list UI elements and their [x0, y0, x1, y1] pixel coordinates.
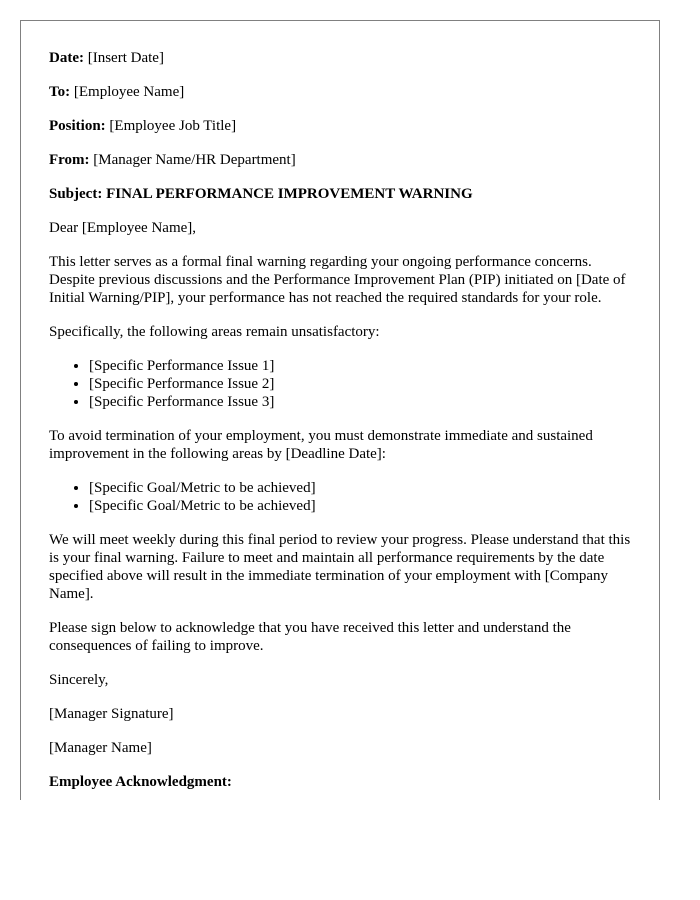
- date-value: [Insert Date]: [87, 50, 164, 66]
- from-value: [Manager Name/HR Department]: [93, 152, 296, 168]
- date-line: [49, 49, 631, 67]
- issues-lead-paragraph: Specifically, the following areas remain unsatisfactory:: [49, 324, 380, 340]
- list-item: • [Specific Performance Issue 2]: [89, 375, 631, 393]
- goals-lead-paragraph: To avoid termination of your employment, you must demonstrate immediate and sustained improvement in the following areas by [Deadline Date]:: [49, 428, 593, 462]
- meeting-paragraph: We will meet weekly during this final period to review your progress. Please understand that this is your final warning. Failure to meet and maintain all performance requirements by the date specified above will result in the immediate termination of your employment with [Company Name].: [49, 532, 631, 602]
- subject-label: Subject:: [49, 186, 103, 202]
- goals-list: [49, 479, 631, 515]
- list-item: • [Specific Performance Issue 1]: [89, 357, 631, 375]
- subject-value: FINAL PERFORMANCE IMPROVEMENT WARNING: [106, 186, 473, 202]
- position-value: [Employee Job Title]: [109, 118, 237, 134]
- to-label: To:: [49, 84, 71, 100]
- to-line: [49, 83, 631, 101]
- issues-list: [49, 357, 631, 411]
- to-value: [Employee Name]: [73, 84, 185, 100]
- position-line: [49, 117, 631, 135]
- employee-acknowledgment-label: Employee Acknowledgment:: [49, 774, 232, 790]
- from-line: [49, 151, 631, 169]
- employee-acknowledgment-heading: [49, 773, 631, 791]
- from-label: From:: [49, 152, 90, 168]
- sign-off: Sincerely,: [49, 672, 109, 688]
- greeting: Dear [Employee Name],: [49, 220, 197, 236]
- letter-content: [21, 21, 659, 791]
- letter-page: [20, 20, 660, 800]
- list-item: • [Specific Goal/Metric to be achieved]: [89, 479, 631, 497]
- position-label: Position:: [49, 118, 106, 134]
- intro-paragraph: This letter serves as a formal final warning regarding your ongoing performance concerns. Despite previous discussions and the Performance Improvement Plan (PIP) initiated on [Date of Initial Warning/PIP], your performance has not reached the required standards for your role.: [49, 254, 626, 306]
- subject-line: [49, 185, 631, 203]
- date-label: Date:: [49, 50, 84, 66]
- acknowledge-paragraph: Please sign below to acknowledge that you have received this letter and understand the consequences of failing to improve.: [49, 620, 571, 654]
- manager-signature: [Manager Signature]: [49, 706, 174, 722]
- manager-name: [Manager Name]: [49, 740, 152, 756]
- list-item: • [Specific Performance Issue 3]: [89, 393, 631, 411]
- list-item: • [Specific Goal/Metric to be achieved]: [89, 497, 631, 515]
